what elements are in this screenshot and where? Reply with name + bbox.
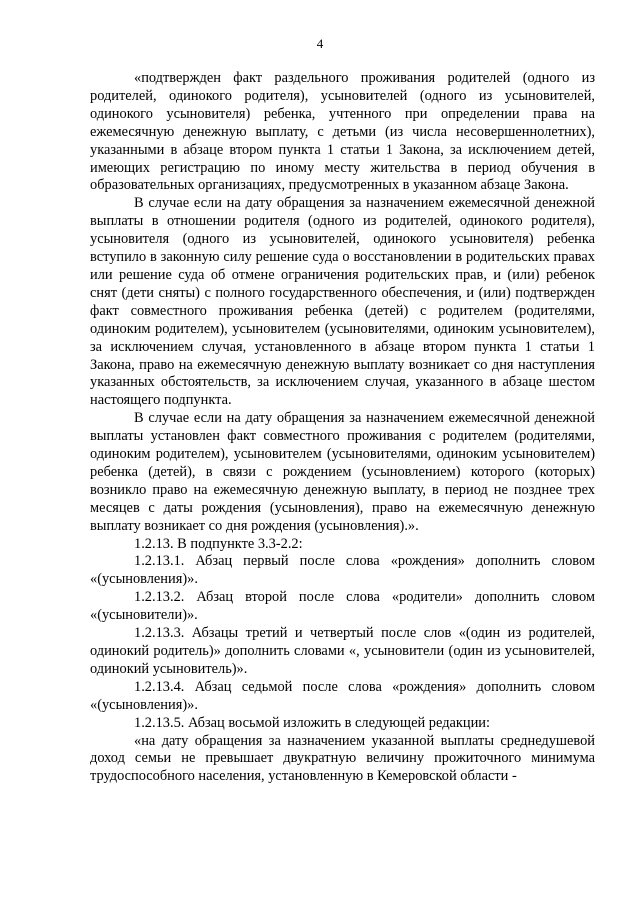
paragraph-subclause-1-2-13: 1.2.13. В подпункте 3.3-2.2: <box>134 535 303 552</box>
paragraph-subclause-1-2-13-4: 1.2.13.4. Абзац седьмой после слова «рождения» дополнить словом «(усыновления)». <box>90 678 595 713</box>
paragraph-subclause-1-2-13-1: 1.2.13.1. Абзац первый после слова «рождения» дополнить словом «(усыновления)». <box>90 553 595 588</box>
paragraph-joint-residence: В случае если на дату обращения за назначением ежемесячной денежной выплаты установлен факт совместного проживания с родителем (родителями, одиноким родителем), усыновителем (усыновителями, одиноким усыновителем) ребенка (детей), в связи с рождением (усыновлением) которого (которых) возникло право на ежемесячную денежную выплату, в период не позднее трех месяцев с даты рождения (усыновления), право на ежемесячную денежную выплату возникает со дня рождения (усыновления).». <box>90 410 595 534</box>
paragraph-subclause-1-2-13-2: 1.2.13.2. Абзац второй после слова «родители» дополнить словом «(усыновители)». <box>90 589 595 624</box>
paragraph-court-decision: В случае если на дату обращения за назначением ежемесячной денежной выплаты в отношении родителя (одного из родителей, одинокого родителя), усыновителя (одного из усыновителей, одинокого усыновителя) ребенка вступило в законную силу решение суда о восстановлении в родительских правах или решение суда об отмене ограничения родительских прав, и (или) ребенок снят (дети сняты) с полного государственного обеспечения, и (или) подтвержден факт совместного проживания ребенка (детей) с родителем (родителями, одиноким родителем), усыновителем (усыновителями, одиноким усыновителем), за исключением случая, установленного в абзаце втором пункта 1 статьи 1 Закона, право на ежемесячную денежную выплату возникает со дня наступления указанных обстоятельств, за исключением случая, указанного в абзаце шестом настоящего подпункта. <box>90 195 595 409</box>
paragraph-income-condition: «на дату обращения за назначением указанной выплаты среднедушевой доход семьи не превышает двукратную величину прожиточного минимума трудоспособного населения, установленную в Кемеровской области - <box>90 732 595 785</box>
page-number: 4 <box>316 36 324 51</box>
paragraph-subclause-1-2-13-3: 1.2.13.3. Абзацы третий и четвертый после слов «(один из родителей, одинокий родитель)» дополнить словами «, усыновители (один из усыновителей, одинокий усыновитель)». <box>90 625 595 677</box>
paragraph-separate-residence: «подтвержден факт раздельного проживания родителей (одного из родителей, одинокого родителя), усыновителей (одного из усыновителей, одинокого усыновителя) ребенка, учтенного при определении права на ежемесячную денежную выплату, с детьми (из числа несовершеннолетних), указанными в абзаце втором пункта 1 статьи 1 Закона, за исключением детей, имеющих регистрацию по иному месту жительства в период обучения в образовательных организациях, предусмотренных в указанном абзаце Закона. <box>90 70 595 194</box>
document-body <box>90 70 595 786</box>
paragraph-subclause-1-2-13-5: 1.2.13.5. Абзац восьмой изложить в следующей редакции: <box>134 714 491 731</box>
